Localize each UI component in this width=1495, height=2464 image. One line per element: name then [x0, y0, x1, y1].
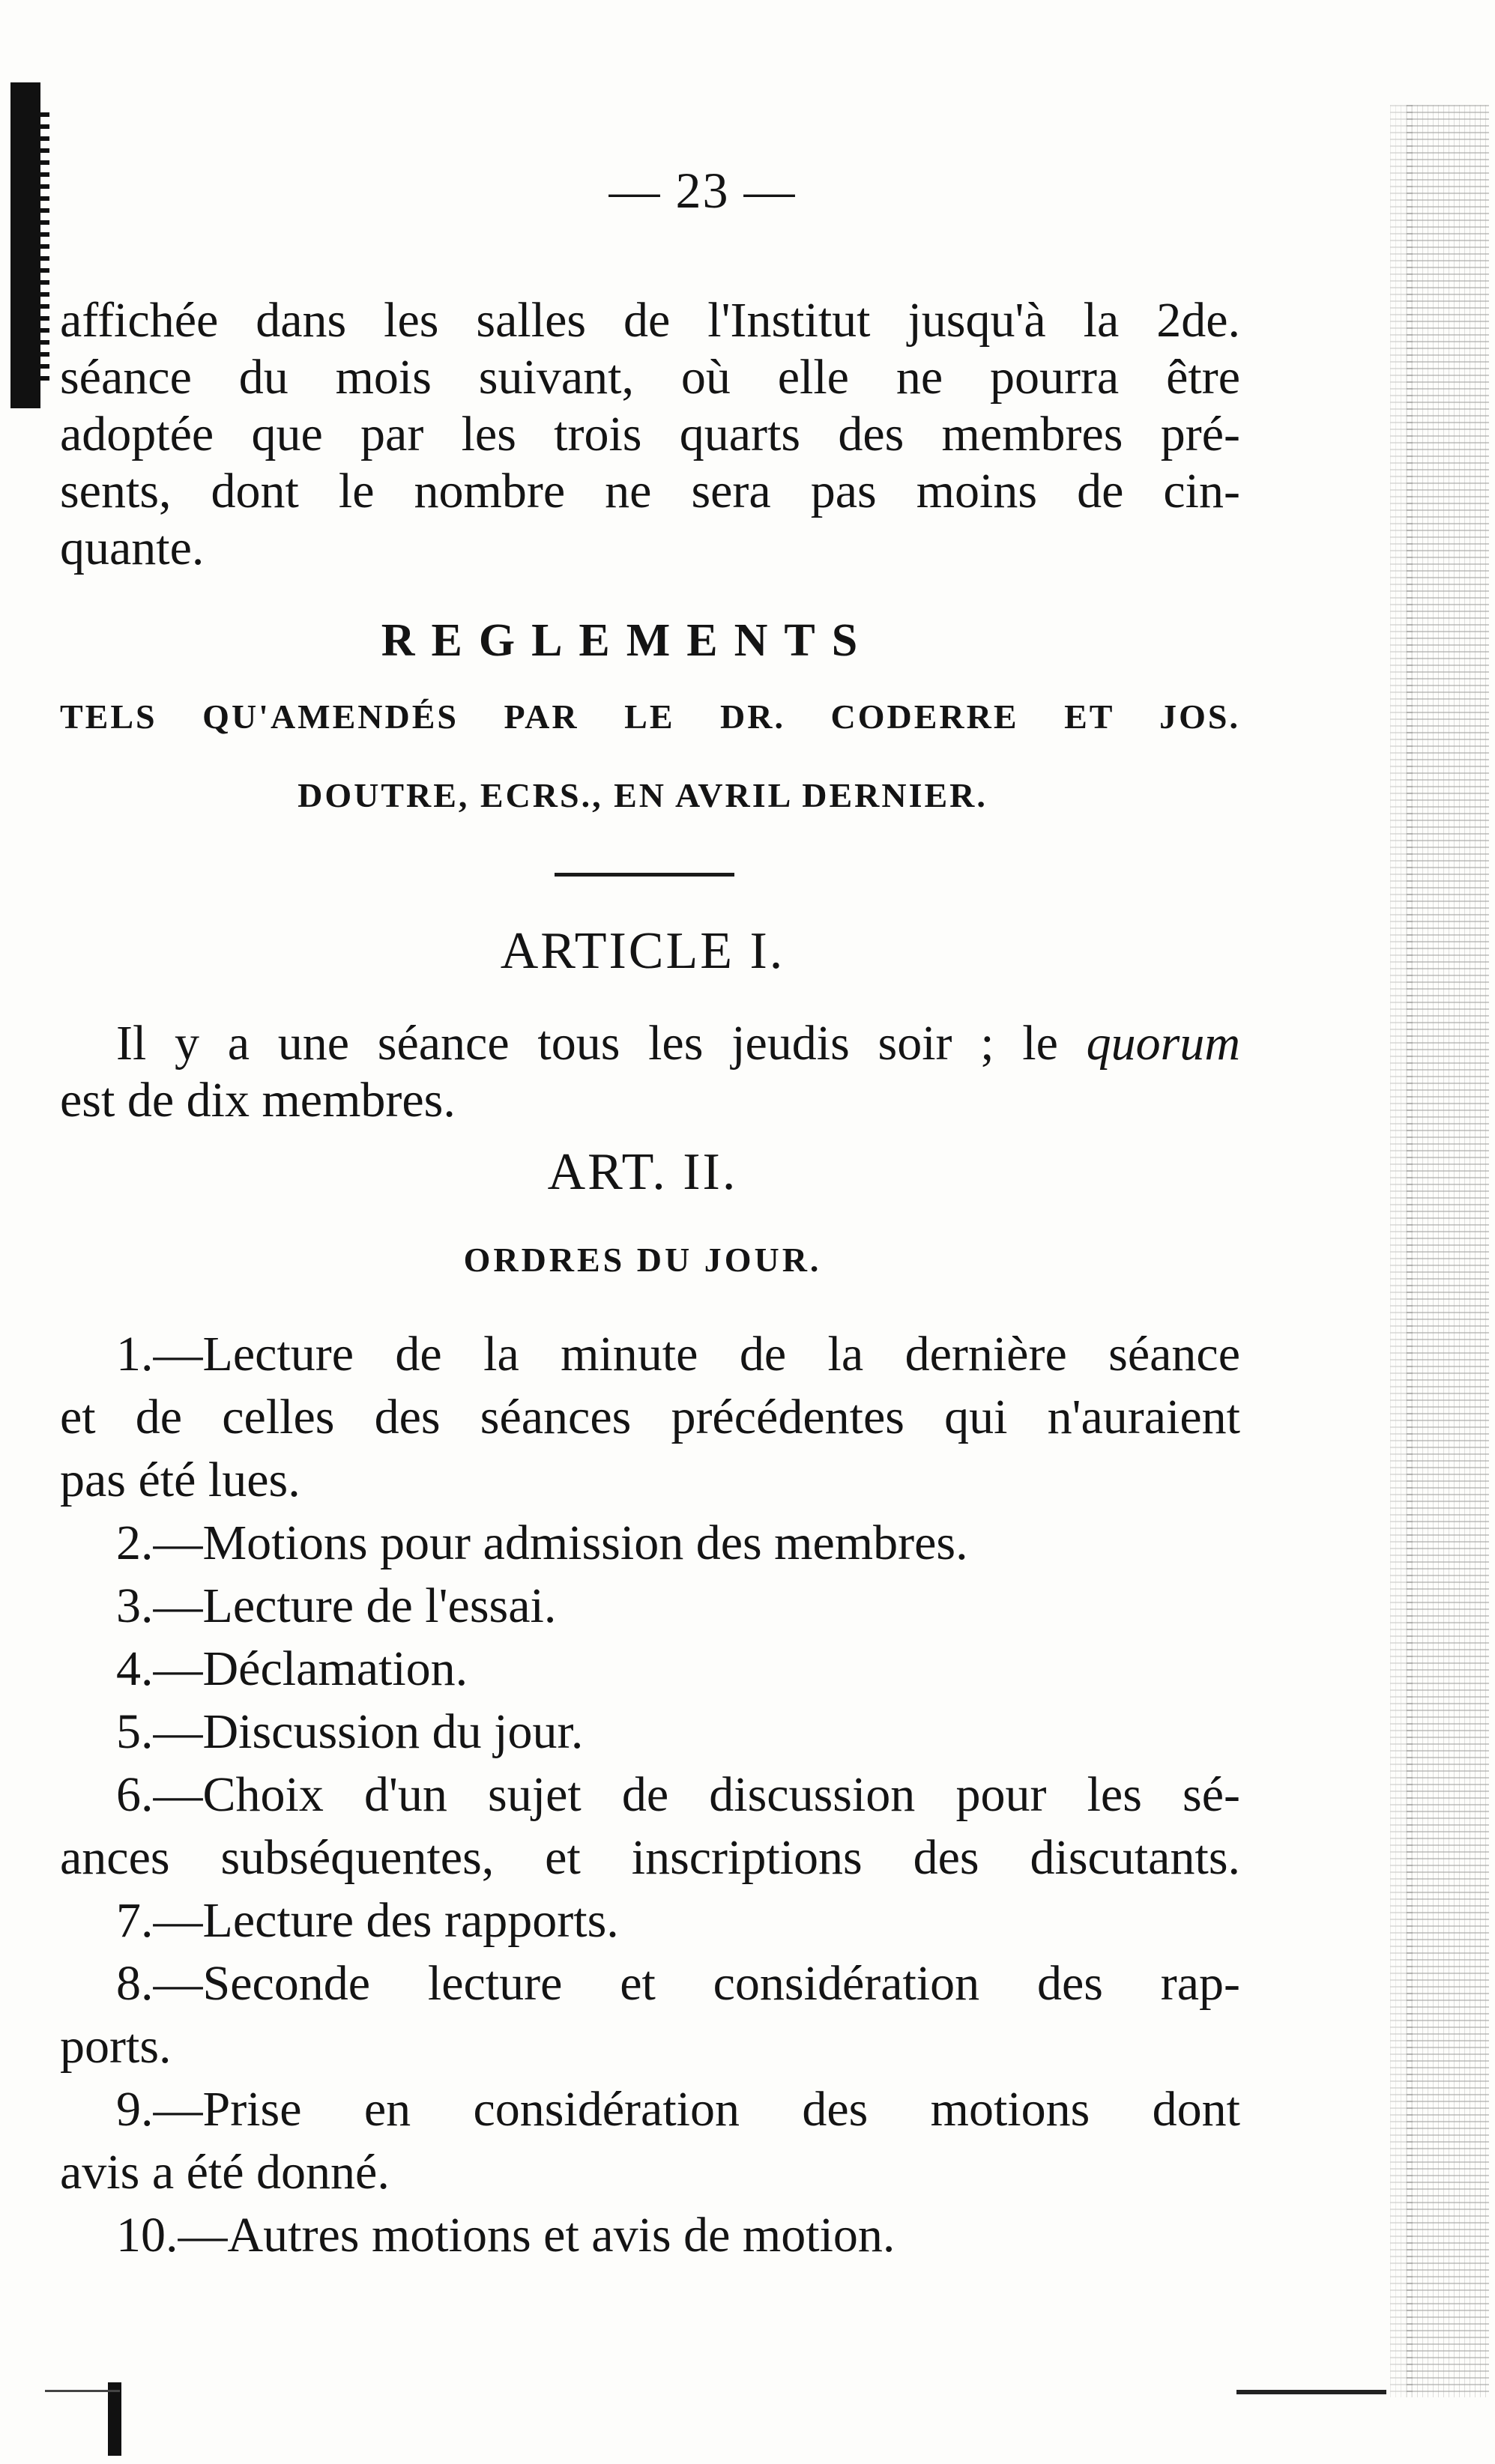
intro-line: séance du mois suivant, où elle ne pourra être	[60, 350, 1240, 405]
article-1-line-1	[116, 1015, 1240, 1072]
agenda-line: 3.—Lecture de l'essai.	[116, 1578, 557, 1633]
binding-shadow	[10, 82, 40, 408]
agenda-line: 1.—Lecture de la minute de la dernière séance	[116, 1327, 1240, 1381]
agenda-line: 5.—Discussion du jour.	[116, 1704, 584, 1759]
agenda-line: 4.—Déclamation.	[116, 1641, 468, 1696]
agenda-line: 9.—Prise en considération des motions dont	[116, 2082, 1240, 2137]
agenda-line: ances subséquentes, et inscriptions des discutants.	[60, 1830, 1240, 1885]
quorum-word: quorum	[1086, 1016, 1240, 1071]
agenda-line: 2.—Motions pour admission des membres.	[116, 1516, 968, 1570]
agenda-line: 6.—Choix d'un sujet de discussion pour les sé-	[116, 1767, 1240, 1822]
intro-line: quante.	[60, 521, 205, 575]
agenda-line: 10.—Autres motions et avis de motion.	[116, 2208, 896, 2262]
article-1-heading: ARTICLE I.	[500, 922, 785, 980]
page-edge-noise-inner	[1390, 105, 1413, 2397]
scan-mark-right	[1236, 2390, 1386, 2394]
agenda-line: avis a été donné.	[60, 2145, 390, 2200]
article-1-line-2: est de dix membres.	[60, 1073, 456, 1127]
agenda-line: 7.—Lecture des rapports.	[116, 1893, 619, 1948]
intro-line: adoptée que par les trois quarts des membres pré-	[60, 407, 1240, 461]
agenda-line: ports.	[60, 2019, 172, 2074]
reglements-subtitle-line-1: TELS QU'AMENDÉS PAR LE DR. CODERRE ET JOS.	[60, 697, 1240, 736]
scan-mark-left	[45, 2390, 120, 2392]
agenda-line: 8.—Seconde lecture et considération des rap-	[116, 1956, 1240, 2011]
article-2-heading: ART. II.	[547, 1143, 738, 1201]
binding-shadow-bottom	[108, 2382, 121, 2456]
article-1-text: Il y a une séance tous les jeudis soir ; le	[116, 1016, 1058, 1071]
reglements-heading: REGLEMENTS	[381, 615, 875, 666]
page-edge-noise	[1407, 105, 1489, 2397]
agenda-line: pas été lues.	[60, 1453, 300, 1507]
section-divider	[555, 873, 734, 877]
ordres-du-jour-heading: ORDRES DU JOUR.	[463, 1241, 822, 1279]
reglements-subtitle-line-2: DOUTRE, ECRS., EN AVRIL DERNIER.	[298, 776, 988, 814]
page-number: — 23 —	[608, 162, 797, 219]
intro-line: affichée dans les salles de l'Institut jusqu'à la 2de.	[60, 293, 1240, 348]
intro-line: sents, dont le nombre ne sera pas moins de cin-	[60, 464, 1240, 518]
agenda-line: et de celles des séances précédentes qui n'auraient	[60, 1390, 1240, 1444]
